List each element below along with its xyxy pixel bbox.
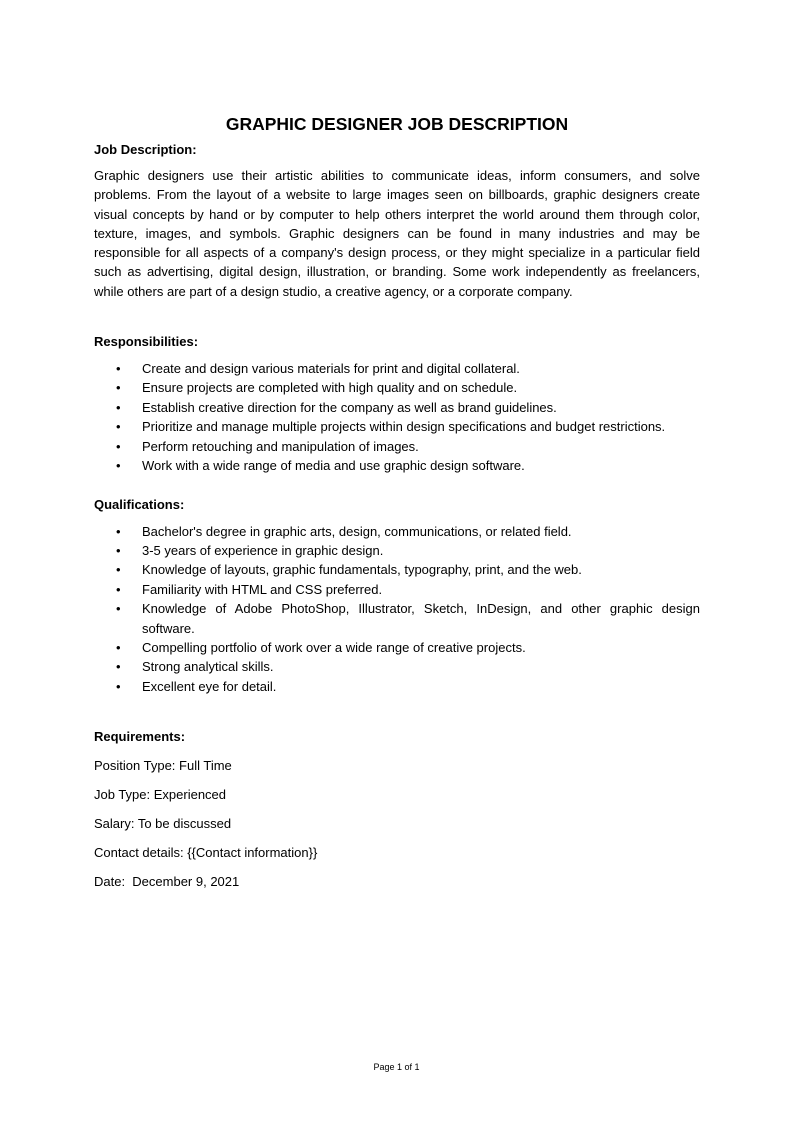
list-item xyxy=(94,677,700,696)
list-item-text: Work with a wide range of media and use graphic design software. xyxy=(142,458,525,474)
bullet-icon: • xyxy=(116,639,121,655)
list-item-text: Knowledge of layouts, graphic fundamentals, typography, print, and the web. xyxy=(142,562,582,578)
bullet-icon: • xyxy=(116,542,121,558)
list-item xyxy=(94,541,700,560)
salary: Salary: To be discussed xyxy=(94,816,232,832)
bullet-icon: • xyxy=(116,601,121,617)
list-item-text: Perform retouching and manipulation of images. xyxy=(142,438,419,454)
list-item-text: Bachelor's degree in graphic arts, design, communications, or related field. xyxy=(142,523,572,539)
list-item-text: Prioritize and manage multiple projects within design specifications and budget restrictions. xyxy=(142,419,666,435)
list-item xyxy=(94,560,700,579)
bullet-icon: • xyxy=(116,438,121,454)
list-item-text: Create and design various materials for print and digital collateral. xyxy=(142,361,520,377)
list-item xyxy=(94,599,700,638)
document-title: GRAPHIC DESIGNER JOB DESCRIPTION xyxy=(225,114,569,134)
section-spacer xyxy=(94,476,700,496)
list-item xyxy=(94,638,700,657)
list-item-text: Knowledge of Adobe PhotoShop, Illustrator, Sketch, InDesign, and other graphic design software. xyxy=(142,601,700,636)
list-item-text: 3-5 years of experience in graphic design. xyxy=(142,542,384,558)
list-item xyxy=(94,378,700,397)
bullet-icon: • xyxy=(116,659,121,675)
bullet-icon: • xyxy=(116,380,121,396)
list-item xyxy=(94,456,700,475)
list-item xyxy=(94,657,700,676)
list-item-text: Excellent eye for detail. xyxy=(142,678,277,694)
qualifications-heading: Qualifications: xyxy=(94,496,185,512)
list-item-text: Establish creative direction for the company as well as brand guidelines. xyxy=(142,399,557,415)
list-item xyxy=(94,437,700,456)
bullet-icon: • xyxy=(116,399,121,415)
bullet-icon: • xyxy=(116,361,121,377)
bullet-icon: • xyxy=(116,523,121,539)
document-date: Date: December 9, 2021 xyxy=(94,874,240,890)
bullet-icon: • xyxy=(116,678,121,694)
bullet-icon: • xyxy=(116,458,121,474)
section-spacer xyxy=(94,301,700,333)
job-description-text: Graphic designers use their artistic abilities to communicate ideas, inform consumers, and solve problems. From the layout of a website to large images seen on billboards, graphic designers create visual concepts by hand or by computer to help others interpret the world around them through color, texture, images, and symbols. Graphic designers can be found in many industries and may be responsible for all aspects of a company's design process, or they might specialize in a particular field such as advertising, digital design, illustration, or branding. Some work independently as freelancers, while others are part of a design studio, a creative agency, or a corporate company. xyxy=(94,168,700,299)
list-item xyxy=(94,359,700,378)
list-item-text: Strong analytical skills. xyxy=(142,659,274,675)
list-item xyxy=(94,522,700,541)
contact-details: Contact details: {{Contact information}} xyxy=(94,845,318,861)
qualifications-list xyxy=(94,522,700,697)
list-item-text: Ensure projects are completed with high quality and on schedule. xyxy=(142,380,518,396)
list-item xyxy=(94,417,700,436)
requirements-heading: Requirements: xyxy=(94,729,186,745)
bullet-icon: • xyxy=(116,562,121,578)
bullet-icon: • xyxy=(116,419,121,435)
responsibilities-heading: Responsibilities: xyxy=(94,334,199,350)
list-item-text: Compelling portfolio of work over a wide range of creative projects. xyxy=(142,639,526,655)
page-number: Page 1 of 1 xyxy=(373,1062,420,1072)
responsibilities-list xyxy=(94,359,700,475)
job-type: Job Type: Experienced xyxy=(94,787,227,803)
bullet-icon: • xyxy=(116,581,121,597)
list-item-text: Familiarity with HTML and CSS preferred. xyxy=(142,581,383,597)
list-item xyxy=(94,398,700,417)
document-page xyxy=(94,112,700,891)
section-spacer xyxy=(94,696,700,728)
position-type: Position Type: Full Time xyxy=(94,758,232,774)
job-description-heading: Job Description: xyxy=(94,142,197,157)
list-item xyxy=(94,580,700,599)
